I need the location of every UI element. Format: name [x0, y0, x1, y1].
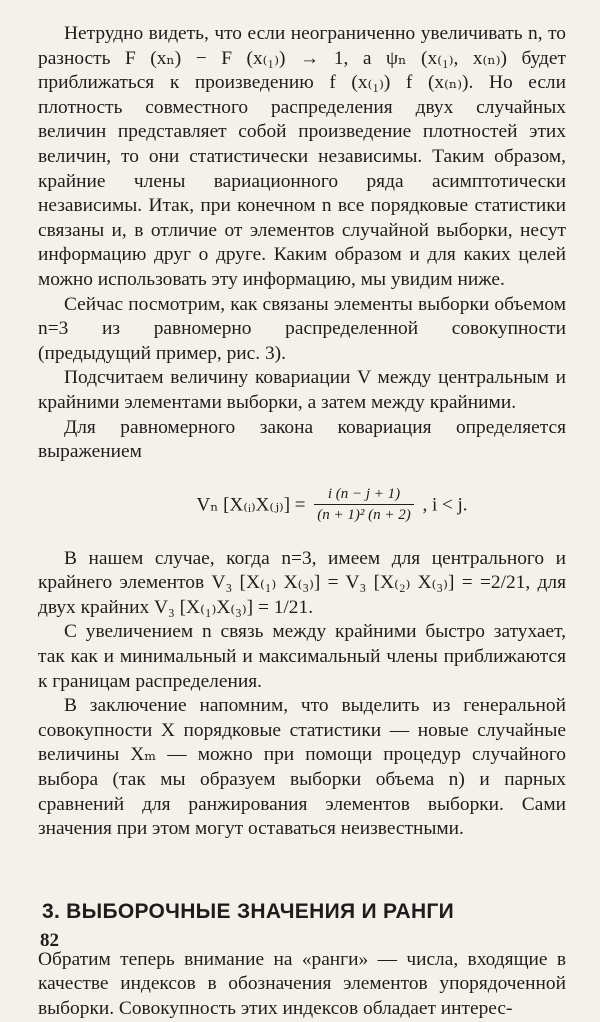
paragraph: С увеличением n связь между крайними быстро затухает, так как и минимальный и максимальный члены приближаются к границам распределения.	[38, 621, 566, 692]
paragraph: Подсчитаем величину ковариации V между центральным и крайними элементами выборки, а затем между крайними.	[38, 367, 566, 413]
section-number: 3.	[42, 899, 61, 923]
paragraph: Обратим теперь внимание на «ранги» — числа, входящие в качестве индексов в обозначения элементов упорядоченной выборки. Совокупность этих индексов обладает интерес-	[38, 948, 566, 1019]
section-text	[38, 948, 566, 1022]
paragraph: Нетрудно видеть, что если неограниченно увеличивать n, то разность F (xₙ) − F (x₍₁₎) → 1, а ψₙ (x₍₁₎, x₍ₙ₎) будет приближаться к произведению f (x₍₁₎) f (x₍ₙ₎). Но если плотность совместного распределения двух случайных величин представляет собой произведение плотностей этих величин, то они статистически независимы. Таким образом, крайние члены вариационного ряда асимптотически независимы. Итак, при конечном n все порядковые статистики связаны и, в отличие от элементов случайной выборки, несут информацию друг о друге. Каким образом и для каких целей можно использовать эту информацию, мы увидим ниже.	[38, 23, 566, 290]
section-heading	[42, 900, 566, 924]
body-text-continued	[38, 547, 566, 842]
paragraph: В заключение напомним, что выделить из генеральной совокупности X порядковые статистики — новые случайные величины Xₘ — можно при помощи процедур случайного выбора (так мы образуем выборки объема n) и парных сравнений для ранжирования элементов выборки. Сами значения при этом могут оставаться неизвестными.	[38, 695, 566, 840]
paragraph: Для равномерного закона ковариация определяется выражением	[38, 416, 566, 463]
body-text	[38, 22, 566, 465]
covariance-formula	[98, 487, 566, 523]
section-title: ВЫБОРОЧНЫЕ ЗНАЧЕНИЯ И РАНГИ	[66, 899, 455, 923]
formula-denominator: (n + 1)² (n + 2)	[317, 506, 411, 523]
formula-condition: , i < j.	[422, 494, 468, 516]
paragraph: В нашем случае, когда n=3, имеем для центрального и крайнего элементов V₃ [X₍₁₎ X₍₃₎] = V₃ [X₍₂₎ X₍₃₎] = =2/21, для двух крайних V₃ [X₍₁₎X₍₃₎] = 1/21.	[38, 547, 566, 618]
formula-numerator: i (n − j + 1)	[314, 487, 413, 505]
formula-fraction	[314, 487, 413, 523]
formula-lhs: Vₙ [X₍ᵢ₎X₍ⱼ₎] =	[196, 494, 306, 516]
page-number: 82	[40, 930, 59, 951]
paragraph: Сейчас посмотрим, как связаны элементы выборки объемом n=3 из равномерно распределенной совокупности (предыдущий пример, рис. 3).	[38, 293, 566, 364]
